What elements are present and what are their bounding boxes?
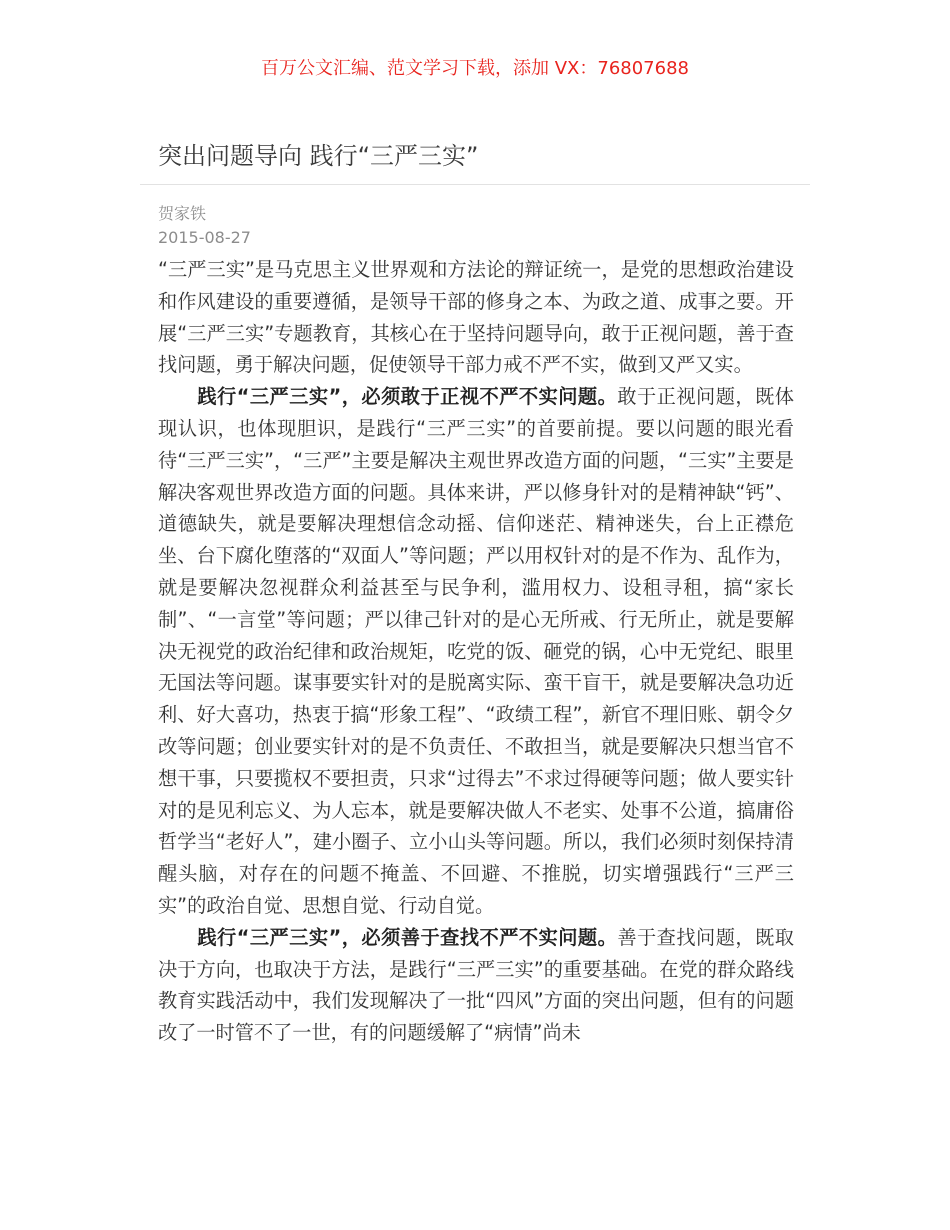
paragraph-find-problems [158,922,794,1049]
article-title: 突出问题导向 践行“三严三实” [158,142,479,170]
article-date: 2015-08-27 [158,228,251,247]
paragraph-face-problems [158,381,794,922]
paragraph-lead: 践行“三严三实”，必须敢于正视不严不实问题。 [197,385,618,409]
paragraph-text: 善于查找问题，既取决于方向，也取决于方法，是践行“三严三实”的重要基础。在党的群众路线教育实践活动中，我们发现解决了一批“四风”方面的突出问题，但有的问题改了一时管不了一世，有的问题缓解了“病情”尚未 [158,925,794,1045]
title-divider [140,184,810,185]
paragraph-lead: 践行“三严三实”，必须善于查找不严不实问题。 [197,925,618,949]
article-author: 贺家铁 [158,204,207,223]
paragraph-text: 敢于正视问题，既体现认识，也体现胆识，是践行“三严三实”的首要前提。要以问题的眼光看待“三严三实”，“三严”主要是解决主观世界改造方面的问题，“三实”主要是解决客观世界改造方面的问题。具体来讲，严以修身针对的是精神缺“钙”、道德缺失，就是要解决理想信念动摇、信仰迷茫、精神迷失，台上正襟危坐、台下腐化堕落的“双面人”等问题；严以用权针对的是不作为、乱作为，就是要解决忽视群众利益甚至与民争利，滥用权力、设租寻租，搞“家长制”、“一言堂”等问题；严以律己针对的是心无所戒、行无所止，就是要解决无视党的政治纪律和政治规矩，吃党的饭、砸党的锅，心中无党纪、眼里无国法等问题。谋事要实针对的是脱离实际、蛮干盲干，就是要解决急功近利、好大喜功，热衷于搞“形象工程”、“政绩工程”，新官不理旧账、朝令夕改等问题；创业要实针对的是不负责任、不敢担当，就是要解决只想当官不想干事，只要揽权不要担责，只求“过得去”不求过得硬等问题；做人要实针对的是见利忘义、为人忘本，就是要解决做人不老实、处事不公道，搞庸俗哲学当“老好人”，建小圈子、立小山头等问题。所以，我们必须时刻保持清醒头脑，对存在的问题不掩盖、不回避、不推脱，切实增强践行“三严三实”的政治自觉、思想自觉、行动自觉。 [158,385,794,917]
article-body [158,254,794,1049]
paragraph-intro: “三严三实”是马克思主义世界观和方法论的辩证统一，是党的思想政治建设和作风建设的重要遵循，是领导干部的修身之本、为政之道、成事之要。开展“三严三实”专题教育，其核心在于坚持问题导向，敢于正视问题，善于查找问题，勇于解决问题，促使领导干部力戒不严不实，做到又严又实。 [158,258,794,377]
download-banner: 百万公文汇编、范文学习下载，添加 VX：76807688 [261,58,689,79]
